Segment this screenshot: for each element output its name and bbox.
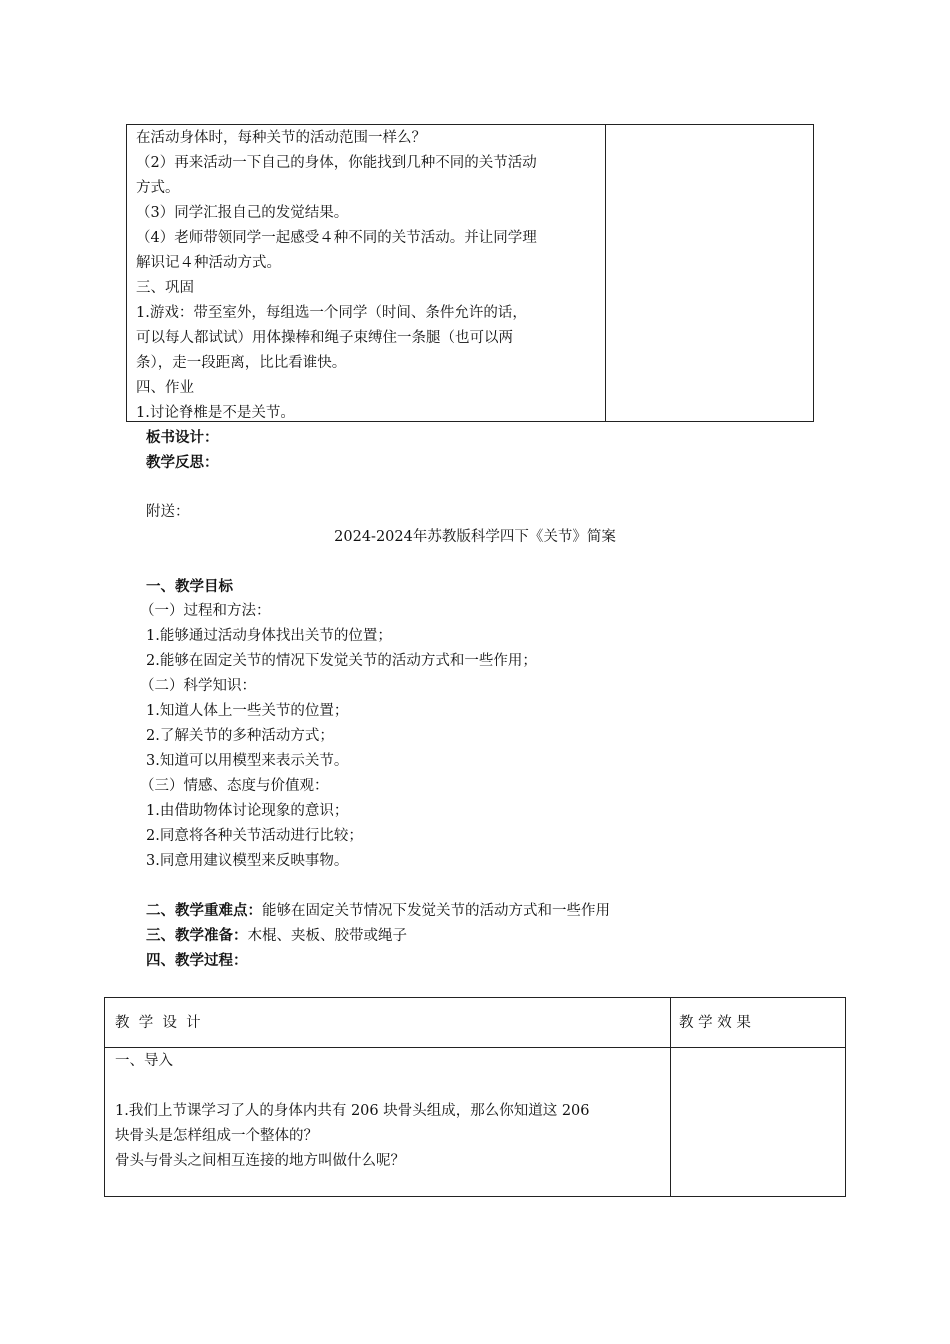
text-line: 可以每人都试试）用体操棒和绳子束缚住一条腿（也可以两 — [136, 330, 513, 346]
text-line: （一）过程和方法： — [140, 603, 271, 619]
text-line: 在活动身体时，每种关节的活动范围一样么？ — [136, 130, 426, 146]
text-line: （3）同学汇报自己的发觉结果。 — [136, 205, 349, 221]
text-line: 解识记４种活动方式。 — [136, 255, 281, 271]
text-line: 1.能够通过活动身体找出关节的位置； — [146, 628, 392, 644]
text-line: （二）科学知识： — [140, 678, 256, 694]
text-line: 1.由借助物体讨论现象的意识； — [146, 803, 349, 819]
lesson-process-table — [104, 997, 846, 1197]
reflection-label: 教学反思： — [146, 454, 219, 471]
board-design-label: 板书设计： — [146, 429, 219, 446]
document-title: 2024-2024年苏教版科学四下《关节》简案 — [334, 529, 616, 545]
text-line: 3.同意用建议模型来反映事物。 — [146, 853, 349, 869]
column-divider — [605, 125, 606, 421]
text-line: 1.游戏：带至室外，每组选一个同学（时间、条件允许的话， — [136, 305, 527, 321]
text-line: 三、巩固 — [136, 280, 194, 296]
text-line: （2）再来活动一下自己的身体，你能找到几种不同的关节活动 — [136, 155, 537, 171]
preparation-label: 三、教学准备： — [146, 927, 248, 944]
text-line: 块骨头是怎样组成一个整体的？ — [115, 1128, 318, 1144]
row-divider — [105, 1047, 845, 1048]
text-line: （三）情感、态度与价值观： — [140, 778, 329, 794]
key-points-row — [146, 901, 610, 921]
text-line: 2.能够在固定关节的情况下发觉关节的活动方式和一些作用； — [146, 653, 537, 669]
text-line: 骨头与骨头之间相互连接的地方叫做什么呢？ — [115, 1153, 405, 1169]
text-line: （4）老师带领同学一起感受４种不同的关节活动。并让同学理 — [136, 230, 537, 246]
text-line: 条），走一段距离，比比看谁快。 — [136, 355, 347, 371]
key-points-label: 二、教学重难点： — [146, 902, 262, 919]
text-line: 一、导入 — [115, 1053, 173, 1069]
header-effect: 教 学 效 果 — [679, 1015, 751, 1031]
text-line: 2.同意将各种关节活动进行比较； — [146, 828, 363, 844]
text-line: 四、作业 — [136, 380, 194, 396]
preparation-row — [146, 926, 407, 946]
header-design: 教 学 设 计 — [115, 1015, 201, 1031]
text-line: 3.知道可以用模型来表示关节。 — [146, 753, 349, 769]
text-line: 1.讨论脊椎是不是关节。 — [136, 405, 295, 421]
preparation-text: 木棍、夹板、胶带或绳子 — [247, 928, 407, 944]
text-line: 2.了解关节的多种活动方式； — [146, 728, 334, 744]
section-heading-objectives: 一、教学目标 — [146, 578, 233, 595]
appendix-label: 附送： — [146, 504, 190, 520]
text-line: 1.知道人体上一些关节的位置； — [146, 703, 349, 719]
key-points-text: 能够在固定关节情况下发觉关节的活动方式和一些作用 — [262, 903, 610, 919]
process-label: 四、教学过程： — [146, 952, 248, 969]
text-line: 1.我们上节课学习了人的身体内共有 206 块骨头组成，那么你知道这 206 — [115, 1103, 590, 1119]
text-line: 方式。 — [136, 180, 180, 196]
lesson-table-continued — [126, 124, 814, 422]
column-divider — [670, 998, 671, 1196]
